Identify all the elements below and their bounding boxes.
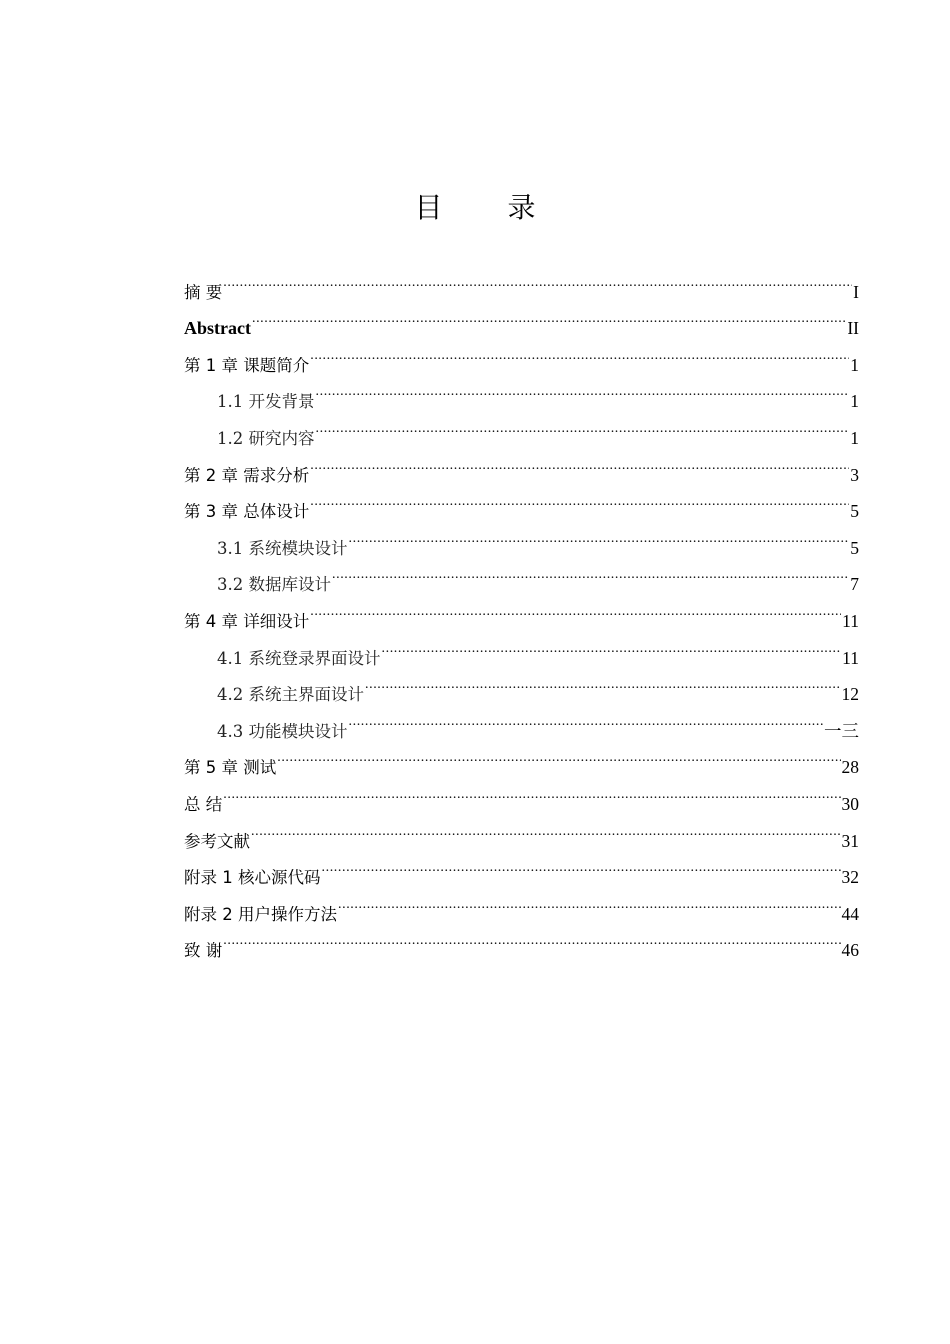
toc-entry-acknowledgements[interactable] [184, 920, 859, 961]
toc-entry-label: 致 谢 [184, 941, 223, 961]
toc-leader-dots [349, 700, 824, 737]
toc-entry-label: 4.3 功能模块设计 [217, 721, 348, 741]
toc-entry-label: Abstract [184, 318, 251, 339]
toc-leader-dots [349, 517, 850, 554]
toc-entry-page: 31 [841, 830, 859, 851]
toc-entry-page: 46 [841, 940, 859, 961]
toc-entry-chapter-1[interactable] [184, 334, 859, 375]
toc-leader-dots [332, 554, 849, 591]
toc-leader-dots [223, 773, 840, 810]
toc-entry-label: 第 2 章 需求分析 [184, 465, 310, 485]
toc-entry-chapter-5[interactable] [184, 737, 859, 778]
toc-leader-dots [277, 737, 840, 774]
toc-entry-label: 3.2 数据库设计 [217, 575, 331, 595]
toc-entry-appendix-1[interactable] [184, 847, 859, 888]
toc-entry-page: II [847, 318, 859, 339]
toc-title: 目 录 [414, 191, 564, 224]
toc-entry-abstract-en[interactable] [184, 298, 859, 339]
toc-entry-page: 28 [841, 757, 859, 778]
toc-entry-page: 32 [841, 867, 859, 888]
toc-entry-page: 5 [850, 537, 859, 558]
toc-leader-dots [310, 444, 849, 481]
toc-leader-dots [365, 664, 841, 701]
toc-leader-dots [223, 261, 852, 298]
toc-entry-label: 参考文献 [184, 831, 250, 851]
toc-entry-page: 7 [850, 574, 859, 595]
toc-entry-abstract-cn[interactable] [184, 261, 859, 302]
toc-entry-label: 3.1 系统模块设计 [217, 538, 348, 558]
toc-entry-page: 44 [841, 903, 859, 924]
toc-leader-dots [322, 847, 841, 884]
toc-entry-label: 4.1 系统登录界面设计 [217, 648, 381, 668]
toc-leader-dots [338, 883, 841, 920]
toc-leader-dots [251, 810, 841, 847]
toc-entry-page: 一三 [824, 720, 859, 741]
toc-entry-label: 附录 2 用户操作方法 [184, 904, 337, 924]
toc-entry-page: 5 [850, 501, 859, 522]
toc-leader-dots [310, 590, 841, 627]
toc-entry-label: 第 1 章 课题简介 [184, 355, 310, 375]
toc-entry-label: 第 5 章 测试 [184, 758, 277, 778]
toc-entry-label: 摘 要 [184, 282, 223, 302]
toc-leader-dots [223, 920, 840, 957]
toc-entry-page: 1 [850, 391, 859, 412]
toc-entry-page: 12 [841, 684, 859, 705]
toc-entry-label: 总 结 [184, 794, 223, 814]
toc-leader-dots [252, 298, 846, 335]
toc-entry-page: 11 [842, 647, 859, 668]
toc-leader-dots [382, 627, 842, 664]
toc-entry-label: 第 3 章 总体设计 [184, 502, 310, 522]
toc-leader-dots [310, 481, 849, 518]
toc-entry-label: 1.1 开发背景 [217, 392, 315, 412]
toc-entry-page: 1 [850, 427, 859, 448]
toc-entry-page: 1 [850, 354, 859, 375]
toc-entry-label: 附录 1 核心源代码 [184, 868, 321, 888]
toc-entry-label: 第 4 章 详细设计 [184, 611, 310, 631]
toc-leader-dots [310, 334, 849, 371]
toc-entry-page: 11 [842, 610, 859, 631]
toc-entry-label: 1.2 研究内容 [217, 428, 315, 448]
toc-entry-label: 4.2 系统主界面设计 [217, 685, 364, 705]
toc-entry-page: 30 [841, 793, 859, 814]
toc-list [184, 261, 859, 961]
toc-entry-summary[interactable] [184, 773, 859, 814]
toc-leader-dots [316, 371, 850, 408]
toc-entry-page: 3 [850, 464, 859, 485]
toc-entry-page: I [853, 281, 859, 302]
toc-leader-dots [316, 407, 850, 444]
toc-entry-references[interactable] [184, 810, 859, 851]
